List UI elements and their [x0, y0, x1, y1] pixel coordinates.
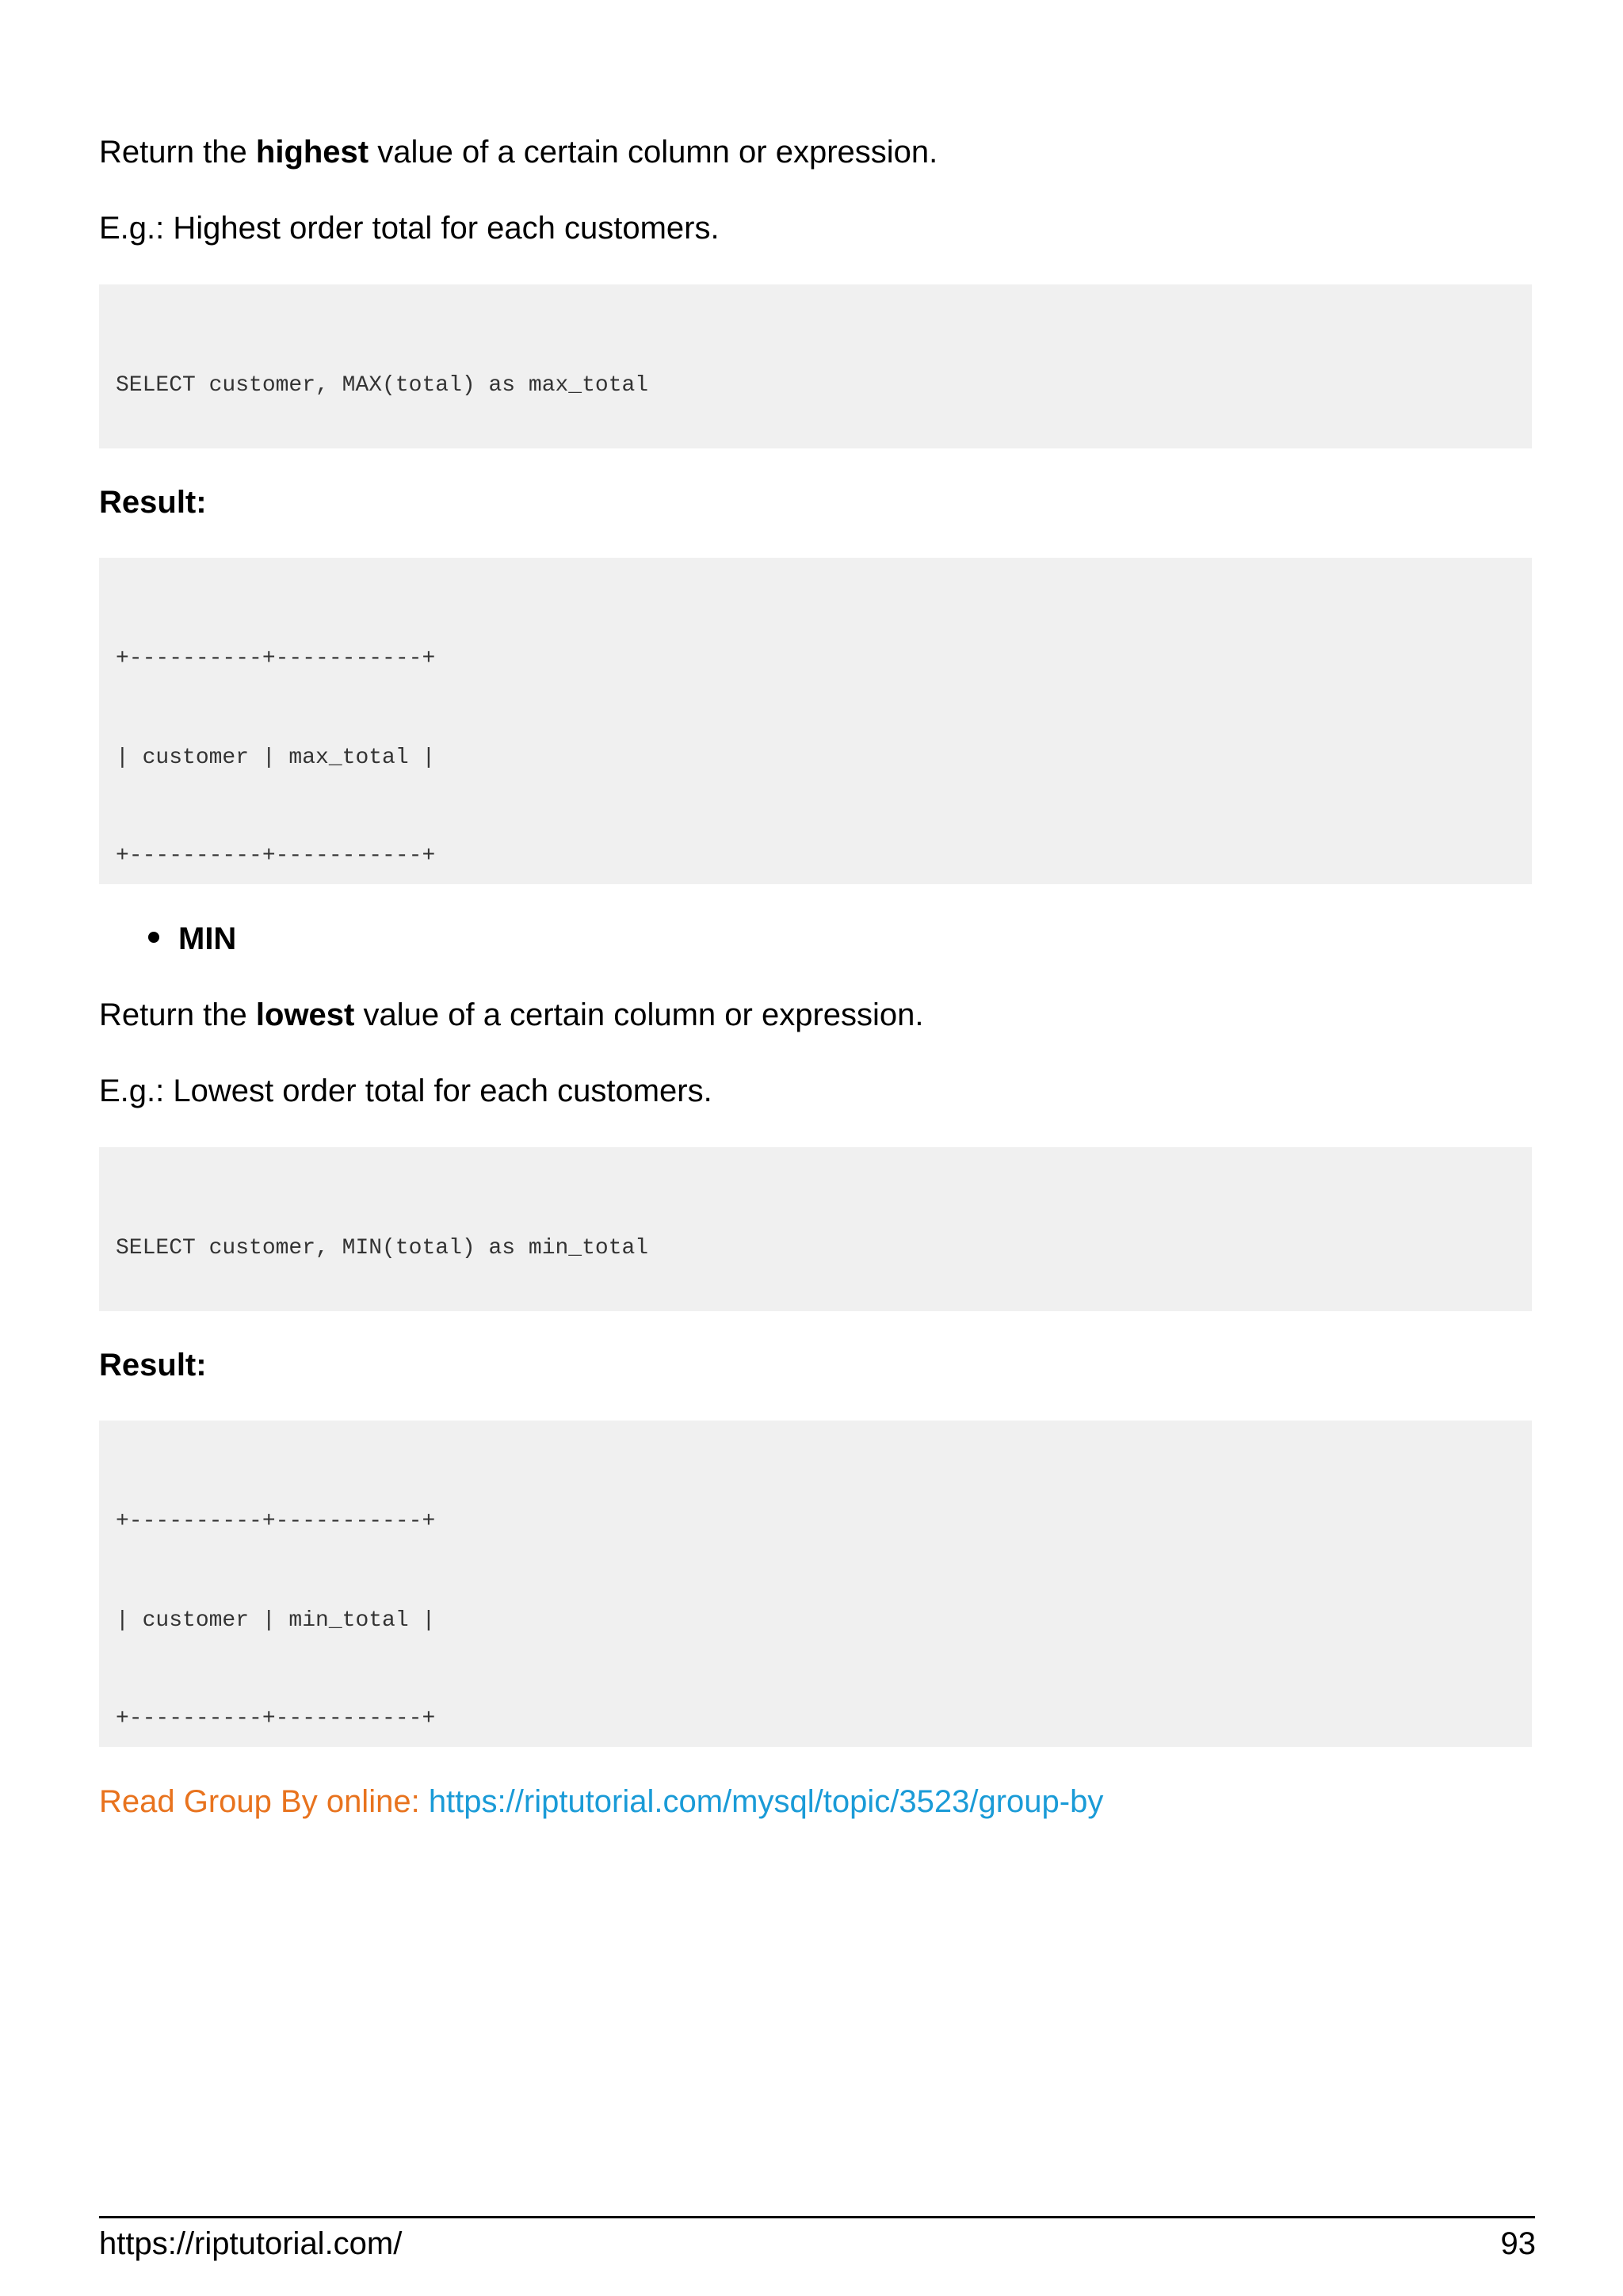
min-result-code-block: [99, 1421, 1532, 1747]
result-line: | customer | max_total |: [116, 745, 436, 770]
bullet-dot-icon: [148, 932, 159, 943]
max-intro-bold: highest: [255, 135, 369, 170]
max-intro-suffix: value of a certain column or expression.: [369, 135, 938, 170]
min-query-code-block: [99, 1147, 1532, 1311]
code-line: SELECT customer, MIN(total) as min_total: [116, 1236, 649, 1261]
min-intro-prefix: Return the: [99, 997, 256, 1032]
max-example-text: E.g.: Highest order total for each customers.: [99, 211, 720, 246]
max-result-code-block: [99, 558, 1532, 884]
read-online-line: [99, 1783, 1103, 1821]
result-line: +----------+-----------+: [116, 646, 436, 671]
footer-site-url: https://riptutorial.com/: [99, 2226, 403, 2261]
result-line: +----------+-----------+: [116, 1509, 436, 1534]
max-intro-prefix: Return the: [99, 135, 256, 170]
min-intro-paragraph: [99, 996, 924, 1034]
min-intro-suffix: value of a certain column or expression.: [354, 997, 924, 1032]
result-line: | customer | min_total |: [116, 1608, 436, 1633]
read-online-label: Read Group By online:: [99, 1784, 429, 1819]
max-result-heading: Result:: [99, 485, 207, 520]
footer-page-number: 93: [1500, 2226, 1536, 2261]
min-result-heading: Result:: [99, 1348, 207, 1383]
max-intro-paragraph: [99, 133, 938, 171]
max-query-code-block: [99, 284, 1532, 448]
footer-divider: [99, 2216, 1535, 2218]
min-bullet-item: [148, 920, 236, 958]
result-line: +----------+-----------+: [116, 1707, 436, 1731]
min-bullet-label: MIN: [178, 921, 237, 956]
read-online-link[interactable]: https://riptutorial.com/mysql/topic/3523/group-by: [428, 1784, 1104, 1819]
code-line: SELECT customer, MAX(total) as max_total: [116, 373, 649, 398]
result-line: +----------+-----------+: [116, 844, 436, 868]
min-intro-bold: lowest: [255, 997, 355, 1032]
min-example-text: E.g.: Lowest order total for each customers.: [99, 1074, 712, 1108]
